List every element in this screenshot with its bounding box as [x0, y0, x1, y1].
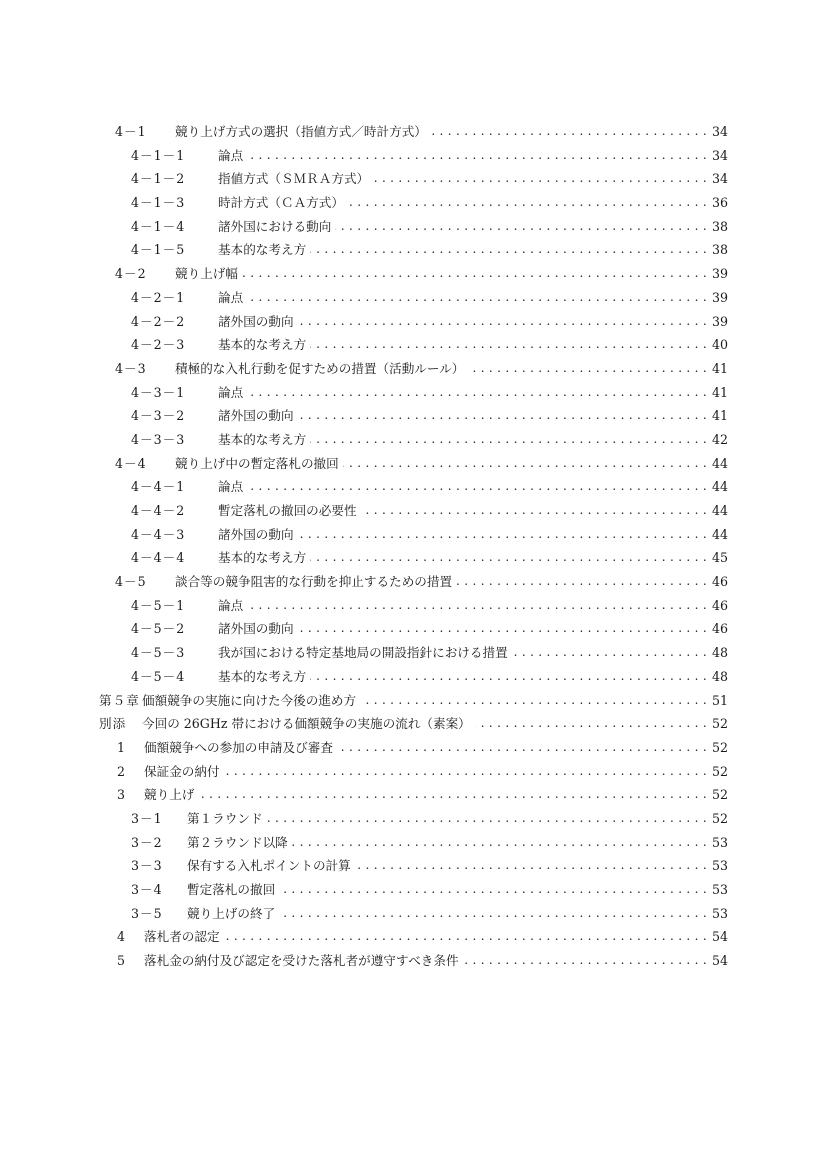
toc-entry-title: 競り上げ方式の選択（指値方式／時計方式）	[175, 124, 427, 139]
toc-entry-title: 第２ラウンド以降	[187, 834, 288, 850]
toc-entry[interactable]	[0, 428, 827, 452]
toc-entry[interactable]	[0, 381, 827, 405]
toc-entry-number: 2	[117, 763, 127, 779]
toc-leader-dots	[468, 357, 707, 381]
toc-entry[interactable]	[0, 878, 827, 902]
toc-entry-page-number: 39	[711, 266, 728, 282]
toc-entry-number: 4	[117, 929, 127, 945]
toc-entry-number: 4－4－3	[131, 526, 186, 542]
toc-entry-page-number: 48	[711, 668, 728, 684]
toc-leader-dots	[343, 452, 707, 476]
toc-entry-page-number: 38	[711, 218, 728, 234]
toc-entry-page-number: 51	[711, 692, 728, 708]
toc-entry-title: 指値方式（ＳＭＲＡ方式）	[218, 171, 370, 187]
toc-leader-dots	[247, 144, 707, 168]
toc-entry[interactable]	[0, 167, 827, 191]
toc-entry-number: 4－2－1	[131, 289, 186, 305]
toc-entry-number: 4－1－4	[131, 218, 186, 234]
toc-entry-title: 競り上げ	[144, 787, 195, 803]
toc-entry-title: 諸外国の動向	[218, 621, 294, 637]
toc-entry[interactable]	[0, 191, 827, 215]
toc-entry-page-number: 46	[711, 574, 728, 590]
toc-entry[interactable]	[0, 712, 827, 736]
toc-entry-title: 価額競争への参加の申請及び審査	[144, 739, 333, 755]
toc-entry-page-number: 52	[711, 787, 728, 803]
toc-entry-number: 4－5－1	[131, 597, 186, 613]
toc-leader-dots	[337, 736, 707, 760]
toc-leader-dots	[292, 831, 707, 855]
toc-entry-page-number: 44	[711, 455, 728, 471]
toc-entry[interactable]	[0, 641, 827, 665]
toc-entry-title: 諸外国における動向	[218, 218, 332, 234]
toc-entry-page-number: 36	[711, 195, 728, 211]
toc-entry[interactable]	[0, 475, 827, 499]
toc-entry-title: 論点	[218, 147, 244, 163]
toc-leader-dots	[361, 499, 707, 523]
toc-entry-number: 4－1－5	[131, 242, 186, 258]
toc-entry-page-number: 34	[711, 147, 728, 163]
toc-leader-dots	[279, 878, 707, 902]
toc-entry-title: 基本的な考え方	[218, 242, 307, 258]
toc-entry-number: 3－2	[131, 834, 163, 850]
toc-entry-title: 基本的な考え方	[218, 337, 307, 353]
toc-entry-page-number: 45	[711, 550, 728, 566]
toc-leader-dots	[355, 854, 707, 878]
toc-entry[interactable]	[0, 807, 827, 831]
toc-entry-title: 競り上げ中の暫定落札の撤回	[175, 455, 339, 471]
toc-entry[interactable]	[0, 404, 827, 428]
toc-entry[interactable]	[0, 523, 827, 547]
toc-entry-page-number: 44	[711, 503, 728, 518]
toc-leader-dots	[224, 925, 707, 949]
toc-entry-page-number: 34	[711, 124, 728, 139]
toc-entry[interactable]	[0, 570, 827, 594]
toc-entry-number: 4－2－2	[131, 313, 186, 329]
toc-entry-page-number: 46	[711, 621, 728, 637]
toc-leader-dots	[463, 949, 707, 973]
toc-leader-dots	[267, 807, 707, 831]
toc-entry-number: 4－2－3	[131, 337, 186, 353]
toc-entry-number: 4－3－2	[131, 408, 186, 424]
toc-leader-dots	[310, 428, 707, 452]
toc-entry-title: 論点	[218, 384, 244, 400]
toc-entry-page-number: 41	[711, 384, 728, 400]
toc-entry-page-number: 41	[711, 360, 728, 376]
toc-entry-page-number: 38	[711, 242, 728, 258]
toc-leader-dots	[224, 760, 707, 784]
toc-entry-title: 積極的な入札行動を促すための措置（活動ルール）	[175, 360, 465, 376]
toc-entry[interactable]	[0, 760, 827, 784]
toc-entry-number: 4－1－2	[131, 171, 186, 187]
toc-entry[interactable]	[0, 949, 827, 973]
toc-entry-number: 4－1－3	[131, 195, 186, 211]
toc-entry-number: 4－1－1	[131, 147, 186, 163]
toc-leader-dots	[310, 333, 707, 357]
toc-entry-page-number: 41	[711, 408, 728, 424]
toc-entry[interactable]	[0, 333, 827, 357]
toc-entry-page-number: 34	[711, 171, 728, 187]
toc-entry-page-number: 52	[711, 716, 728, 732]
toc-entry-title: 落札金の納付及び認定を受けた落札者が遵守すべき条件	[144, 953, 459, 969]
toc-leader-dots	[279, 902, 707, 926]
toc-entry-page-number: 52	[711, 739, 728, 755]
toc-leader-dots	[247, 475, 707, 499]
toc-entry-number: 第５章	[99, 692, 140, 708]
toc-entry-title: 論点	[218, 479, 244, 495]
toc-leader-dots	[247, 381, 707, 405]
toc-entry[interactable]	[0, 357, 827, 381]
toc-entry-page-number: 46	[711, 597, 728, 613]
toc-entry[interactable]	[0, 310, 827, 334]
toc-entry-page-number: 39	[711, 289, 728, 305]
toc-entry[interactable]	[0, 854, 827, 878]
toc-entry-page-number: 44	[711, 479, 728, 495]
toc-entry-title: 我が国における特定基地局の開設指針における措置	[218, 645, 508, 661]
toc-entry-title: 基本的な考え方	[218, 431, 307, 447]
toc-entry-page-number: 48	[711, 645, 728, 661]
toc-entry-page-number: 44	[711, 526, 728, 542]
toc-leader-dots	[456, 570, 707, 594]
toc-entry-number: 4－3	[115, 360, 147, 376]
toc-entry-number: 4－4－4	[131, 550, 186, 566]
toc-leader-dots	[348, 191, 707, 215]
toc-entry-page-number: 52	[711, 810, 728, 826]
toc-leader-dots	[335, 215, 707, 239]
toc-entry-page-number: 54	[711, 953, 728, 969]
toc-entry-title: 今回の 26GHz 帯における価額競争の実施の流れ（素案）	[142, 716, 471, 732]
toc-entry-title: 談合等の競争阻害的な行動を抑止するための措置	[175, 574, 453, 590]
toc-entry-number: 別添	[99, 716, 127, 732]
toc-leader-dots	[298, 310, 707, 334]
toc-entry-page-number: 53	[711, 882, 728, 897]
toc-entry-number: 5	[117, 953, 127, 969]
toc-entry-title: 落札者の認定	[144, 929, 220, 945]
toc-leader-dots	[310, 238, 707, 262]
toc-entry-title: 諸外国の動向	[218, 313, 294, 329]
toc-entry-number: 4－2	[115, 266, 147, 282]
toc-leader-dots	[360, 689, 707, 713]
toc-entry-number: 4－4	[115, 455, 147, 471]
toc-entry-number: 3－1	[131, 810, 163, 826]
toc-entry[interactable]	[0, 665, 827, 689]
toc-entry[interactable]	[0, 286, 827, 310]
toc-entry-page-number: 42	[711, 431, 728, 447]
toc-entry-number: 4－1	[115, 124, 147, 139]
table-of-contents	[0, 120, 827, 973]
toc-entry[interactable]	[0, 831, 827, 855]
toc-leader-dots	[242, 262, 707, 286]
toc-entry-number: 4－5－4	[131, 668, 186, 684]
toc-entry-title: 諸外国の動向	[218, 526, 294, 542]
toc-entry[interactable]	[0, 925, 827, 949]
toc-entry-title: 論点	[218, 597, 244, 613]
toc-entry-number: 3	[117, 787, 127, 803]
toc-entry-title: 保証金の納付	[144, 763, 220, 779]
toc-entry[interactable]	[0, 594, 827, 618]
toc-leader-dots	[298, 404, 707, 428]
toc-entry-title: 論点	[218, 289, 244, 305]
toc-entry[interactable]	[0, 144, 827, 168]
toc-entry[interactable]	[0, 499, 827, 523]
toc-entry-title: 基本的な考え方	[218, 550, 307, 566]
toc-leader-dots	[247, 594, 707, 618]
toc-entry-page-number: 52	[711, 763, 728, 779]
toc-entry-page-number: 53	[711, 834, 728, 850]
toc-leader-dots	[247, 286, 707, 310]
toc-entry-page-number: 40	[711, 337, 728, 353]
toc-leader-dots	[310, 665, 707, 689]
toc-leader-dots	[475, 712, 707, 736]
toc-entry-title: 競り上げ幅	[175, 266, 238, 282]
toc-entry-title: 暫定落札の撤回	[187, 882, 276, 897]
toc-entry-title: 諸外国の動向	[218, 408, 294, 424]
toc-leader-dots	[310, 546, 707, 570]
toc-entry-title: 時計方式（ＣＡ方式）	[218, 195, 344, 211]
toc-entry-title: 第１ラウンド	[187, 810, 263, 826]
toc-entry-page-number: 39	[711, 313, 728, 329]
toc-entry-number: 4－3－3	[131, 431, 186, 447]
toc-entry-number: 3－3	[131, 858, 163, 874]
toc-leader-dots	[431, 120, 707, 144]
toc-leader-dots	[512, 641, 707, 665]
toc-entry[interactable]	[0, 689, 827, 713]
toc-entry-page-number: 53	[711, 858, 728, 874]
toc-entry-page-number: 53	[711, 905, 728, 921]
toc-leader-dots	[198, 783, 707, 807]
toc-entry-title: 価額競争の実施に向けた今後の進め方	[142, 692, 357, 708]
toc-entry-number: 4－5	[115, 574, 147, 590]
toc-entry-number: 3－5	[131, 905, 163, 921]
toc-entry-title: 競り上げの終了	[187, 905, 276, 921]
toc-entry[interactable]	[0, 617, 827, 641]
toc-entry-title: 基本的な考え方	[218, 668, 307, 684]
toc-entry-number: 4－3－1	[131, 384, 186, 400]
toc-entry-number: 4－4－2	[131, 503, 186, 518]
toc-entry-title: 暫定落札の撤回の必要性	[218, 503, 357, 518]
toc-entry-number: 4－5－3	[131, 645, 186, 661]
toc-entry-number: 4－5－2	[131, 621, 186, 637]
toc-entry-number: 4－4－1	[131, 479, 186, 495]
toc-leader-dots	[373, 167, 707, 191]
toc-entry[interactable]	[0, 238, 827, 262]
toc-entry-number: 3－4	[131, 882, 163, 897]
toc-entry-title: 保有する入札ポイントの計算	[187, 858, 351, 874]
toc-entry[interactable]	[0, 902, 827, 926]
toc-entry[interactable]	[0, 452, 827, 476]
toc-entry[interactable]	[0, 546, 827, 570]
toc-entry[interactable]	[0, 215, 827, 239]
toc-entry-page-number: 54	[711, 929, 728, 945]
toc-entry[interactable]	[0, 783, 827, 807]
toc-entry-number: 1	[117, 739, 127, 755]
toc-entry[interactable]	[0, 120, 827, 144]
toc-leader-dots	[298, 523, 707, 547]
toc-entry[interactable]	[0, 736, 827, 760]
toc-leader-dots	[298, 617, 707, 641]
toc-entry[interactable]	[0, 262, 827, 286]
